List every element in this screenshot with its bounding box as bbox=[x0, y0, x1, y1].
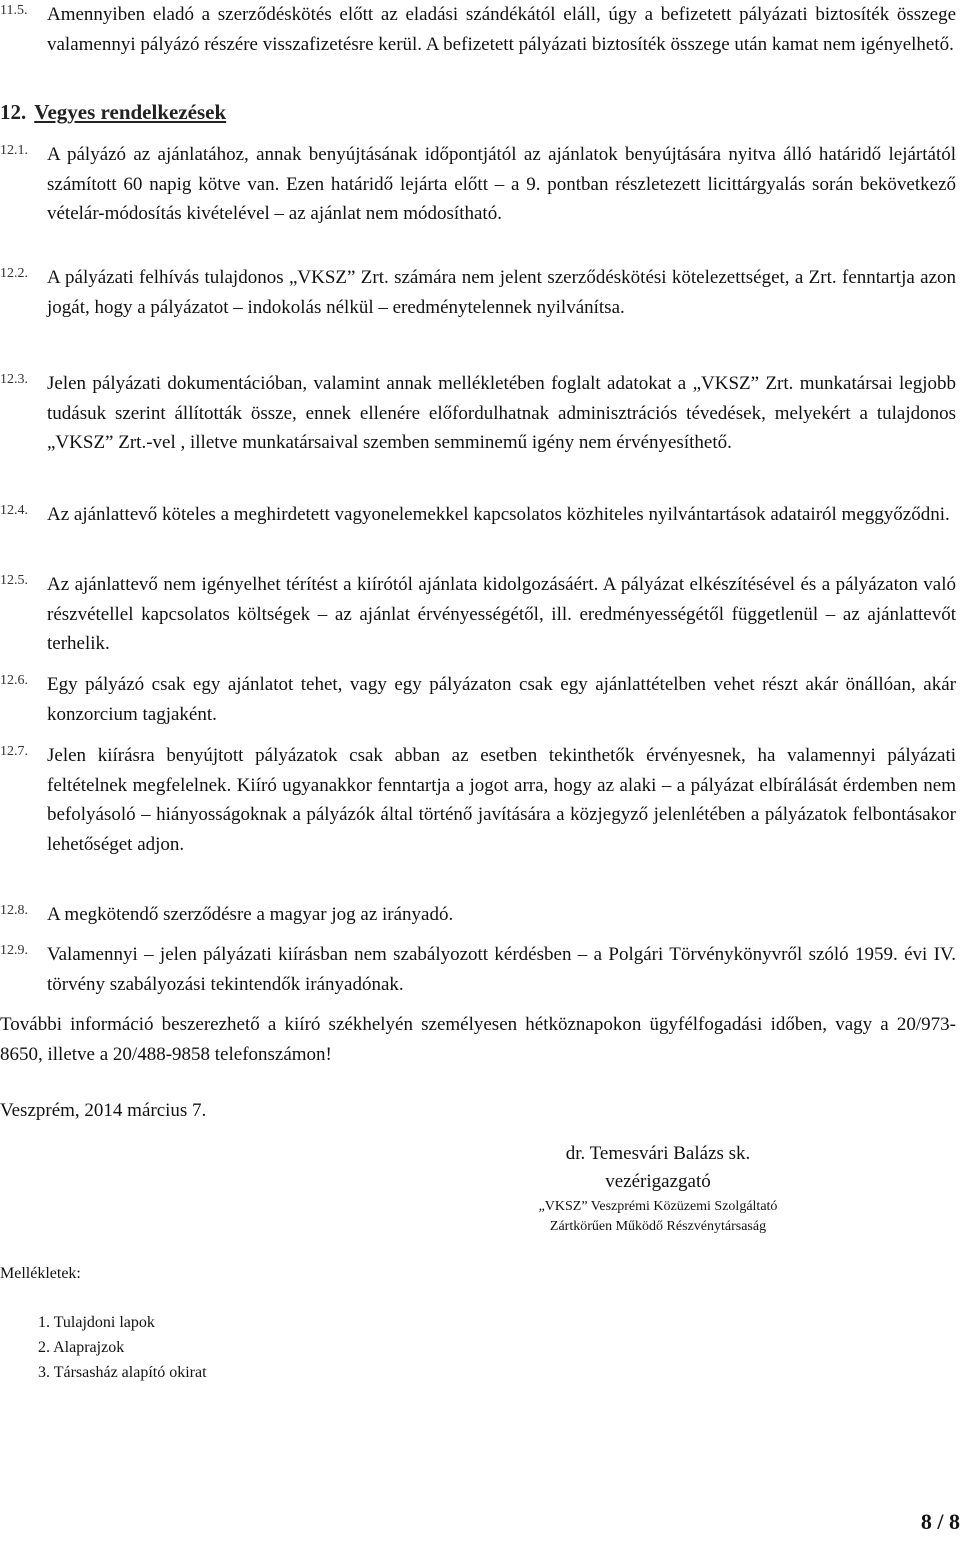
clause-number: 12.5. bbox=[0, 573, 28, 588]
clause-text: Valamennyi – jelen pályázati kiírásban nem szabályozott kérdésben – a Polgári Törvénykönyvről szóló 1959. évi IV. törvény szabályozási tekintendők irányadónak. bbox=[47, 944, 956, 995]
clause-number: 11.5. bbox=[0, 3, 28, 18]
clause-text: Az ajánlattevő köteles a meghirdetett vagyonelemekkel kapcsolatos közhiteles nyilvántartások adatairól meggyőződni. bbox=[47, 504, 950, 525]
clause-text: A pályázó az ajánlatához, annak benyújtásának időpontjától az ajánlatok benyújtására nyitva álló határidő lejártától számított 60 napig kötve van. Ezen határidő lejárta előtt – a 9. pontban részletezett licittárgyalás során bekövetkező vételár-módosítás kivételével – az ajánlat nem módosítható. bbox=[47, 144, 956, 224]
clause-number: 12.6. bbox=[0, 673, 28, 688]
clause-text: Jelen kiírásra benyújtott pályázatok csak abban az esetben tekinthetők érvényesnek, ha valamennyi pályázati feltételnek megfelelnek. Kiíró ugyanakkor fenntartja a jogot arra, hogy az alaki – a pályázat elbírálását érdemben nem befolyásoló – hiányosságoknak a pályázók által történő javítására a közjegyző jelenlétében a pályázatok felbontásakor lehetőséget adjon. bbox=[47, 745, 956, 855]
section-title: Vegyes rendelkezések bbox=[34, 100, 227, 124]
page-number: 8 / 8 bbox=[920, 1509, 960, 1534]
organization-line-2: Zártkörűen Működő Részvénytársaság bbox=[549, 1219, 767, 1234]
signatory-name: dr. Temesvári Balázs sk. bbox=[565, 1143, 751, 1164]
place-date: Veszprém, 2014 március 7. bbox=[0, 1100, 207, 1121]
further-info-paragraph: További információ beszerezhető a kiíró székhelyén személyesen hétköznapokon ügyfélfogadási időben, vagy a 20/973-8650, illetve a 20/488-9858 telefonszámon! bbox=[0, 1014, 956, 1065]
clause-number: 12.4. bbox=[0, 503, 28, 518]
clause-number: 12.9. bbox=[0, 943, 28, 958]
attachment-item: 2. Alaprajzok bbox=[38, 1339, 125, 1356]
signatory-title: vezérigazgató bbox=[605, 1171, 711, 1192]
organization-line-1: „VKSZ” Veszprémi Közüzemi Szolgáltató bbox=[538, 1199, 778, 1214]
attachment-item: 3. Társasház alapító okirat bbox=[38, 1364, 207, 1381]
clause-number: 12.3. bbox=[0, 372, 28, 387]
section-number: 12. bbox=[0, 100, 27, 124]
clause-text: A pályázati felhívás tulajdonos „VKSZ” Zrt. számára nem jelent szerződéskötési kötelezettséget, a Zrt. fenntartja azon jogát, hogy a pályázatot – indokolás nélkül – eredménytelennek nyilvánítsa. bbox=[47, 267, 956, 318]
clause-text: Egy pályázó csak egy ajánlatot tehet, vagy egy pályázaton csak egy ajánlattételben vehet részt akár önállóan, akár konzorcium tagjaként. bbox=[47, 674, 956, 725]
clause-number: 12.1. bbox=[0, 143, 28, 158]
clause-text: Amennyiben eladó a szerződéskötés előtt az eladási szándékától eláll, úgy a befizetett pályázati biztosíték összege valamennyi pályázó részére visszafizetésre kerül. A befizetett pályázati biztosíték összege után kamat nem igényelhető. bbox=[47, 4, 956, 55]
clause-number: 12.2. bbox=[0, 266, 28, 281]
clause-text: Az ajánlattevő nem igényelhet térítést a kiírótól ajánlata kidolgozásáért. A pályázat elkészítésével és a pályázaton való részvétellel kapcsolatos költségek – az ajánlat érvényességétől, ill. eredményességétől függetlenül – az ajánlattevőt terhelik. bbox=[47, 574, 956, 654]
attachments-list bbox=[38, 1310, 207, 1385]
section-heading bbox=[0, 100, 226, 125]
attachment-item: 1. Tulajdoni lapok bbox=[38, 1314, 155, 1331]
clause-text: Jelen pályázati dokumentációban, valamint annak mellékletében foglalt adatokat a „VKSZ” Zrt. munkatársai legjobb tudásuk szerint állították össze, ennek ellenére előfordulhatnak adminisztrációs tévedések, melyekért a tulajdonos „VKSZ” Zrt.-vel , illetve munkatársaival szemben semminemű igény nem érvényesíthető. bbox=[47, 373, 956, 453]
clause-number: 12.8. bbox=[0, 903, 28, 918]
attachments-label: Mellékletek: bbox=[0, 1265, 81, 1282]
clause-number: 12.7. bbox=[0, 744, 28, 759]
clause-text: A megkötendő szerződésre a magyar jog az irányadó. bbox=[47, 904, 454, 925]
